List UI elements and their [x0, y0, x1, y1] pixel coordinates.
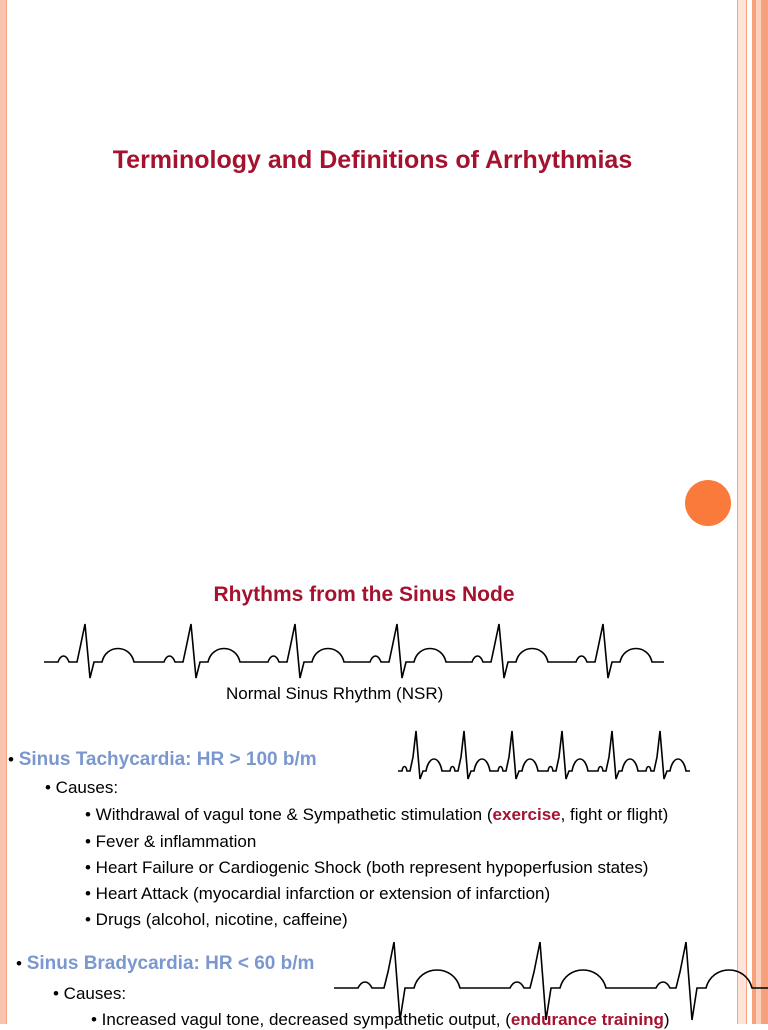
brady-heading: Sinus Bradycardia: HR < 60 b/m: [26, 953, 315, 974]
tachy-cause-1: [85, 805, 668, 825]
tachy-heading: Sinus Tachycardia: HR > 100 b/m: [18, 749, 317, 770]
slide-border-right-stripe: [756, 0, 761, 1024]
tachy-bullet: •: [8, 750, 14, 769]
brady-cause-1-emphasis: endurance training: [510, 1010, 664, 1029]
tachy-cause-1-text: • Withdrawal of vagul tone & Sympathetic stimulation (: [85, 805, 493, 824]
tachy-cause-4: • Heart Attack (myocardial infarction or extension of infarction): [85, 884, 551, 903]
tachy-cause-1-tail: , fight or flight): [560, 805, 669, 824]
tachy-cause-3: • Heart Failure or Cardiogenic Shock (both represent hypoperfusion states): [85, 858, 649, 877]
section-title: Rhythms from the Sinus Node: [213, 583, 515, 606]
brady-cause-1: [91, 1010, 670, 1030]
brady-causes-label: • Causes:: [53, 984, 127, 1003]
tachy-heading-line: [8, 749, 317, 771]
brady-cause-1-text: • Increased vagul tone, decreased sympathetic output, (: [91, 1010, 511, 1029]
nsr-caption: Normal Sinus Rhythm (NSR): [226, 684, 444, 703]
tachy-cause-5: • Drugs (alcohol, nicotine, caffeine): [85, 910, 348, 929]
slide-title: Terminology and Definitions of Arrhythmias: [112, 146, 633, 174]
tachy-cause-2: • Fever & inflammation: [85, 832, 257, 851]
brady-cause-1-tail: ): [663, 1010, 670, 1029]
tachy-ecg-trace: [398, 727, 690, 783]
tachy-causes-label: • Causes:: [45, 778, 119, 797]
brady-bullet: •: [16, 954, 22, 973]
orange-dot-decoration: [685, 480, 731, 526]
brady-heading-line: [16, 953, 314, 975]
tachy-cause-1-emphasis: exercise: [492, 805, 561, 824]
nsr-ecg-trace: [44, 618, 668, 684]
